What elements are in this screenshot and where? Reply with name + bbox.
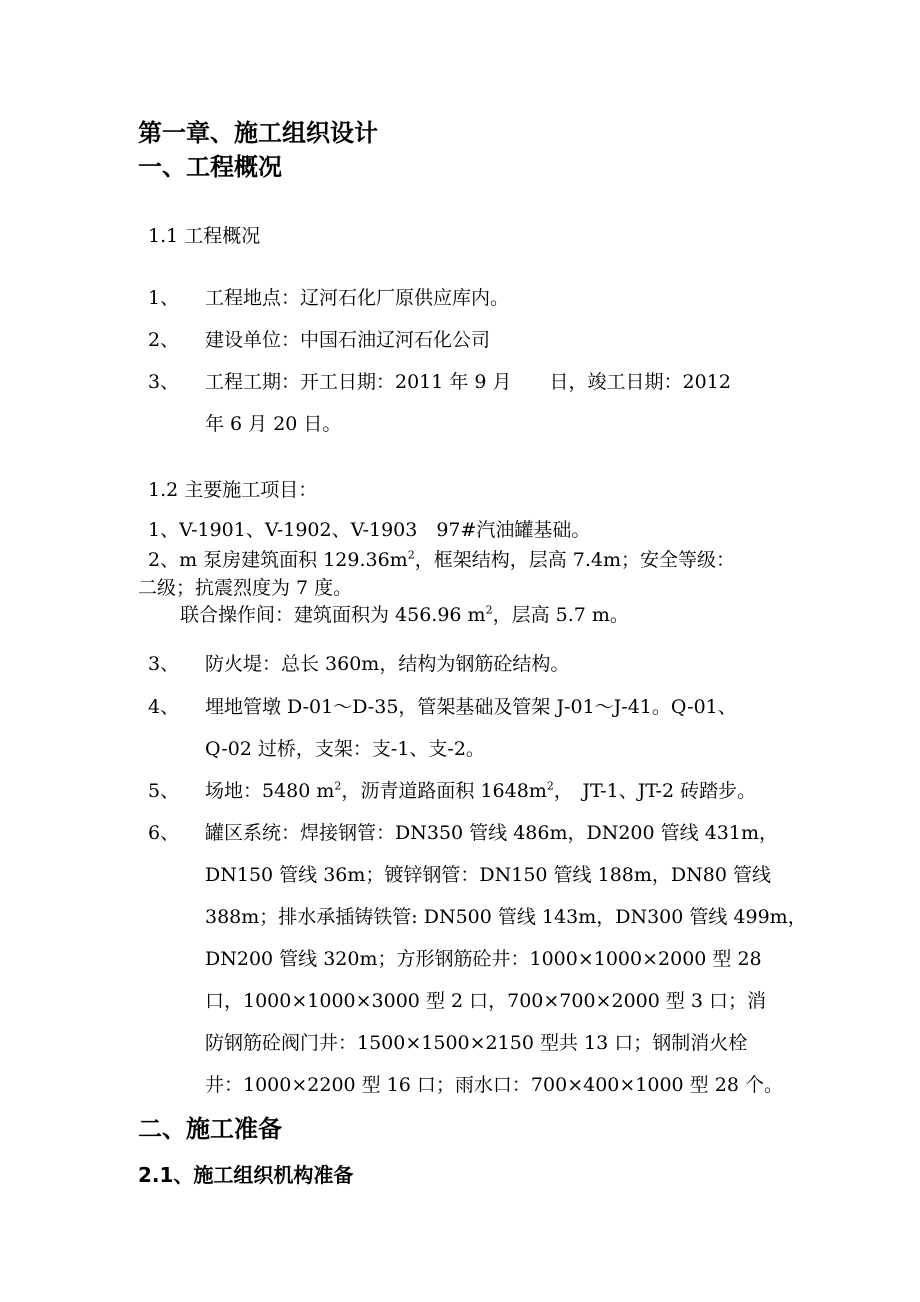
list-number: 1、: [148, 287, 180, 309]
list-item-continuation: Q-02 过桥，支架：支-1、支-2。: [205, 738, 485, 760]
list-number: 3、: [148, 653, 180, 675]
project-line: [180, 603, 629, 627]
list-item-text: 防火堤：总长 360m，结构为钢筋砼结构。: [205, 653, 570, 675]
list-number: 3、: [148, 371, 180, 393]
list-number: 6、: [148, 822, 180, 844]
list-item-continuation: 388m；排水承插铸铁管: DN500 管线 143m，DN300 管线 499m，: [205, 906, 807, 928]
project-line: 1、V-1901、V-1902、V-1903 97#汽油罐基础。: [148, 519, 591, 541]
list-item-text: [205, 779, 756, 803]
list-item-text: 埋地管墩 D-01～D-35，管架基础及管架 J-01～J-41。Q-01、: [205, 696, 737, 718]
project-line-part: ，层高 5.7 m。: [492, 604, 629, 626]
section-heading-overview: 一、工程概况: [138, 153, 282, 181]
superscript: 2: [407, 548, 415, 562]
list-number: 2、: [148, 329, 180, 351]
chapter-heading: 第一章、施工组织设计: [138, 119, 378, 147]
superscript: 2: [546, 779, 554, 793]
list-number: 5、: [148, 780, 180, 802]
list-item-continuation: DN150 管线 36m；镀锌钢管：DN150 管线 188m，DN80 管线: [205, 864, 771, 886]
superscript: 2: [334, 779, 342, 793]
subsection-title-1-1: 1.1 工程概况: [148, 225, 261, 247]
list-item-text: 建设单位：中国石油辽河石化公司: [205, 329, 491, 351]
list-item-text: 罐区系统：焊接钢管：DN350 管线 486m，DN200 管线 431m，: [205, 822, 778, 844]
project-line: 二级；抗震烈度为 7 度。: [138, 577, 353, 599]
project-line-part: 2、m 泵房建筑面积 129.36m: [148, 549, 408, 571]
list-item-continuation: 井：1000×2200 型 16 口；雨水口：700×400×1000 型 28 个。: [205, 1074, 783, 1096]
list-item-part: ， JT-1、JT-2 砖踏步。: [553, 780, 757, 802]
section-heading-preparation: 二、施工准备: [138, 1115, 282, 1143]
project-line-part: 联合操作间：建筑面积为 456.96 m: [180, 604, 486, 626]
list-item-part: ，沥青道路面积 1648m: [341, 780, 547, 802]
subsection-heading-2-1: 2.1、施工组织机构准备: [138, 1163, 354, 1187]
project-line: [148, 548, 735, 572]
superscript: 2: [485, 603, 493, 617]
list-item-text: 工程地点：辽河石化厂原供应库内。: [205, 287, 510, 309]
list-number: 4、: [148, 696, 180, 718]
list-item-continuation: 年 6 月 20 日。: [205, 413, 342, 435]
list-item-text: 工程工期：开工日期：2011 年 9 月 日，竣工日期：2012: [205, 371, 731, 393]
list-item-continuation: DN200 管线 320m；方形钢筋砼井：1000×1000×2000 型 28: [205, 948, 762, 970]
list-item-part: 场地：5480 m: [205, 780, 335, 802]
subsection-title-1-2: 1.2 主要施工项目：: [148, 479, 318, 501]
project-line-part: ，框架结构，层高 7.4m；安全等级：: [414, 549, 735, 571]
list-item-continuation: 口，1000×1000×3000 型 2 口，700×700×2000 型 3 口；消: [205, 990, 767, 1012]
list-item-continuation: 防钢筋砼阀门井：1500×1500×2150 型共 13 口；钢制消火栓: [205, 1032, 748, 1054]
